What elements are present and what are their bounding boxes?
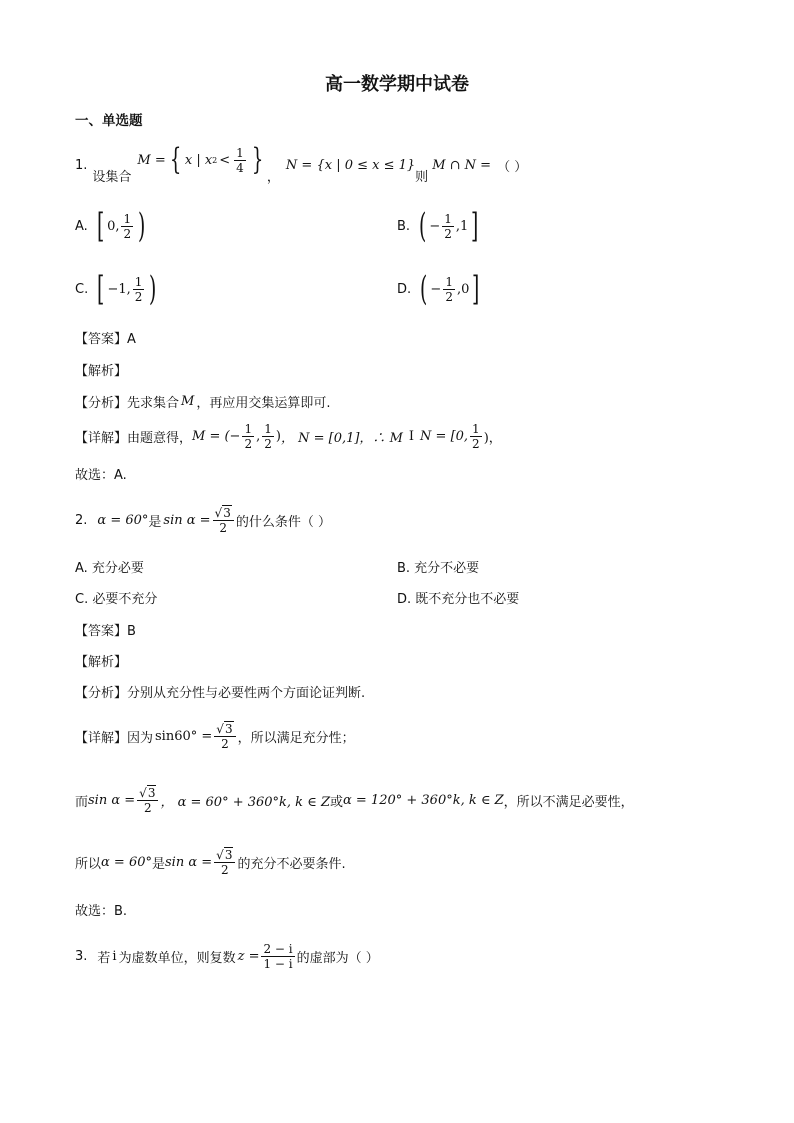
q1-option-a: A. [ 0, $\frac{1}{2}$ ) bbox=[75, 206, 146, 246]
q2-option-c: C. 必要不充分 bbox=[75, 592, 158, 607]
q2-fenxi: 【分析】分别从充分性与必要性两个方面论证判断. bbox=[75, 686, 366, 701]
q2-choose: 故选：B. bbox=[75, 904, 128, 919]
q1-option-c: C. [ −1, $\frac{1}{2}$ ) bbox=[75, 269, 157, 309]
q1-option-b: B. ( − $\frac{1}{2}$ ,1 ] bbox=[397, 206, 479, 246]
q1-stem: 1. 设集合 M = { x | x 2 < $\frac{1}{4}$ } ， N = {x | 0 ≤ x ≤ 1} 则 M ∩ N = （ ） bbox=[75, 142, 528, 185]
q2-necessity: 而 sin α = $\frac{√3}{2}$ ， α = 60° + 360°k, k ∈ Z 或 α = 120° + 360°k, k ∈ Z ，所以不满足必要性， bbox=[75, 785, 634, 815]
q1-answer: 【答案】A bbox=[75, 332, 136, 347]
q2-detail: 【详解】因为 sin60° = $\frac{√3}{2}$ ，所以满足充分性； bbox=[75, 721, 355, 751]
q2-option-a: A. 充分必要 bbox=[75, 561, 144, 576]
q2-jiexi: 【解析】 bbox=[75, 655, 128, 670]
q2-stem: 2. α = 60° 是 sin α = $\frac{√3}{2}$ 的什么条件（ ） bbox=[75, 505, 331, 535]
q1-fenxi: 【分析】先求集合 M ，再应用交集运算即可. bbox=[75, 394, 331, 411]
q1-paren: （ ） bbox=[497, 159, 528, 175]
q1-intersection: M ∩ N = bbox=[432, 157, 492, 173]
q2-answer: 【答案】B bbox=[75, 624, 136, 639]
q1-set-m-fraction: $\frac{1}{4}$ bbox=[236, 145, 244, 175]
page-title: 高一数学期中试卷 bbox=[325, 74, 469, 95]
q2-conclusion: 所以 α = 60° 是 sin α = $\frac{√3}{2}$ 的充分不必要条件. bbox=[75, 847, 346, 877]
q1-detail: 【详解】由题意得， M = (− $\frac{1}{2}$ , $\frac{1}{2}$ ) ， N = [0,1]，∴ M I N = [0, $\frac{1}{2}$ )， bbox=[75, 421, 502, 451]
q1-set-n: N = {x | 0 ≤ x ≤ 1} bbox=[285, 157, 416, 173]
q1-number: 1. bbox=[75, 157, 88, 173]
q3-stem: 3. 若 i 为虚数单位，则复数 z = $\frac{2 - i}{1 - i}$ 的虚部为（ ） bbox=[75, 941, 379, 971]
q2-option-d: D. 既不充分也不必要 bbox=[397, 592, 520, 607]
q1-set-m: M = { x | x 2 < $\frac{1}{4}$ } bbox=[137, 142, 264, 177]
q1-stem-prefix: 设集合 bbox=[92, 170, 132, 185]
q1-jiexi: 【解析】 bbox=[75, 364, 128, 379]
section-heading: 一、单选题 bbox=[75, 113, 143, 129]
q2-option-b: B. 充分不必要 bbox=[397, 561, 480, 576]
q1-option-d: D. ( − $\frac{1}{2}$ ,0 ] bbox=[397, 269, 480, 309]
q1-choose: 故选：A. bbox=[75, 468, 127, 483]
